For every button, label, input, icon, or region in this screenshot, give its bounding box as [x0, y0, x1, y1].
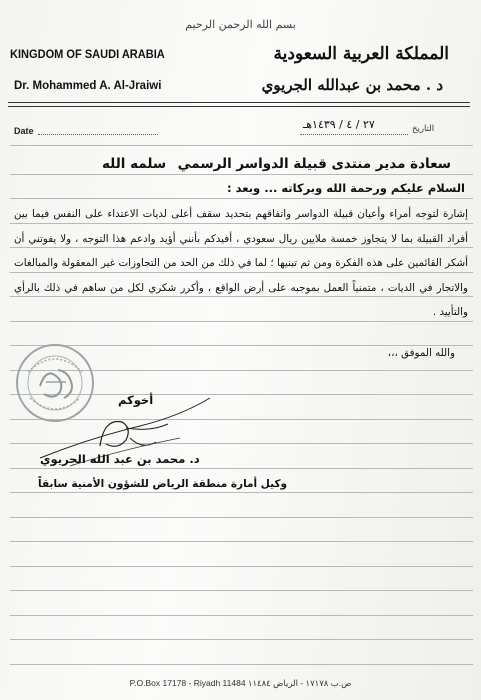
letter-body: إشارة لتوجه أمراء وأعيان قبيلة الدواسر واتفاقهم بتحديد سقف أعلى لديات الاعتداء على النفس فيما بين أفراد القبيلة بما لا يتجاوز خمسة ملايين ريال سعودي ، أفيدكم بأنني أؤيد وادعم هذا التوجه ، ولا يفوتني أن أشكر القائمين على هذه الفكرة ومن ثم تبنيها ؛ لما في ذلك من الحد من التجاوزات غير المعقولة والمبالغات والاتجار في الديات ، متمنياً العمل بموجبه على أرض الواقع ، وأكرر شكري لكل من ساهم في ذلك بالرأي والتأييد . [14, 208, 468, 318]
date-label-ar: التاريخ [412, 124, 435, 134]
kingdom-name-en: KINGDOM OF SAUDI ARABIA [10, 47, 165, 61]
recipient-line: سعادة مدير منتدى قبيلة الدواسر الرسمي [177, 156, 451, 172]
footer-address: P.O.Box 17178 - Riyadh 11484 ص.ب ١٧١٧٨ - الرياض ١١٤٨٤ [129, 678, 352, 688]
date-line-en [38, 134, 158, 135]
basmala: بسم الله الرحمن الرحيم [185, 18, 296, 31]
signer-name: د. محمد بن عبد الله الجريوي [40, 452, 200, 466]
ruled-line [10, 615, 473, 616]
kingdom-name-ar: المملكة العربية السعودية [273, 44, 449, 64]
ruled-line [10, 174, 473, 175]
header-divider-top [8, 102, 470, 103]
sender-name-en: Dr. Mohammed A. Al-Jraiwi [14, 80, 162, 92]
ruled-line [10, 639, 473, 640]
header-divider-bottom [8, 106, 470, 107]
sender-name-ar: د . محمد بن عبدالله الجريوي [261, 76, 443, 94]
ruled-line [10, 566, 473, 567]
date-label-en: Date [14, 126, 34, 136]
signoff-brothers: أخوكم [118, 393, 154, 407]
ruled-line [10, 145, 473, 146]
honorific: سلمه الله [102, 156, 167, 172]
date-line-ar [300, 134, 408, 135]
signer-title: وكيل أمارة منطقة الرياض للشؤون الأمنية سابقاً [38, 478, 288, 490]
ruled-line [10, 517, 473, 518]
ruled-line [10, 198, 473, 199]
ruled-line [10, 492, 473, 493]
date-value: ٢٧ / ٤ / ١٤٣٩هـ [303, 118, 375, 131]
ruled-line [10, 664, 473, 665]
ruled-line [10, 590, 473, 591]
salutation: السلام عليكم ورحمة الله وبركاته ... وبعد : [227, 181, 465, 195]
ruled-line [10, 541, 473, 542]
closing: والله الموفق ،،، [387, 347, 455, 359]
